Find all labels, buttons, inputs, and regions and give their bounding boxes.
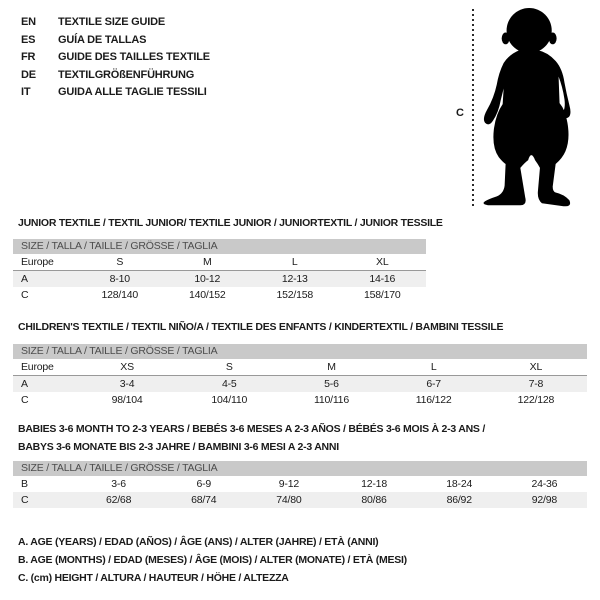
size-cell: 6-9 (196, 478, 212, 490)
size-cell: S (178, 359, 280, 376)
footnotes (18, 534, 407, 587)
table-row (13, 476, 587, 492)
footnote-line: B. AGE (MONTHS) / EDAD (MESES) / ÂGE (MOIS) / ALTER (MONATE) / ETÀ (MESI) (18, 553, 407, 566)
size-table (13, 476, 587, 508)
size-header-bar: SIZE / TALLA / TAILLE / GRÖSSE / TAGLIA (13, 344, 587, 359)
size-cell: 7-8 (485, 376, 587, 393)
footnote-line: A. AGE (YEARS) / EDAD (AÑOS) / ÂGE (ANS) / ALTER (JAHRE) / ETÀ (ANNI) (18, 536, 379, 548)
size-cell: 10-12 (164, 271, 252, 288)
table-row (13, 492, 587, 508)
size-cell: 24-36 (531, 478, 558, 490)
language-row (21, 49, 210, 67)
size-cell: 92/98 (502, 492, 587, 508)
height-measure-dotted-line (472, 9, 474, 209)
language-code: FR (21, 51, 36, 63)
row-label: B (21, 478, 28, 490)
table-row (13, 287, 426, 303)
height-measure-label: C (456, 107, 464, 119)
size-cell: 122/128 (517, 394, 555, 406)
language-code: IT (21, 86, 31, 98)
size-cell: 12-13 (251, 271, 339, 288)
toddler-silhouette-icon (478, 8, 596, 216)
language-row (21, 32, 210, 50)
size-header-bar: SIZE / TALLA / TAILLE / GRÖSSE / TAGLIA (13, 239, 426, 254)
size-cell: 14-16 (339, 271, 427, 288)
size-table (13, 254, 426, 303)
language-list (21, 14, 210, 102)
size-cell: 5-6 (280, 376, 382, 393)
size-cell: 18-24 (446, 478, 473, 490)
size-cell: XS (76, 359, 178, 376)
table-title: CHILDREN'S TEXTILE / TEXTIL NIÑO/A / TEXTILE DES ENFANTS / KINDERTEXTIL / BAMBINI TESSILE (18, 321, 504, 333)
size-cell: 74/80 (246, 492, 331, 508)
language-code: ES (21, 33, 36, 46)
size-cell: 12-18 (361, 478, 387, 490)
size-cell: M (280, 359, 382, 376)
table-title: BABYS 3-6 MONATE BIS 2-3 JAHRE / BAMBINI 3-6 MESI A 2-3 ANNI (18, 441, 339, 453)
size-cell: M (164, 254, 252, 271)
language-code: DE (21, 68, 36, 81)
size-cell: 62/68 (76, 492, 161, 508)
size-header-bar: SIZE / TALLA / TAILLE / GRÖSSE / TAGLIA (13, 461, 587, 476)
size-cell: L (251, 254, 339, 271)
size-cell: 116/122 (415, 394, 452, 406)
language-row (21, 84, 210, 102)
row-label: A (13, 271, 76, 288)
table-title: JUNIOR TEXTILE / TEXTIL JUNIOR/ TEXTILE JUNIOR / JUNIORTEXTIL / JUNIOR TESSILE (18, 217, 443, 229)
language-code: EN (21, 16, 36, 28)
size-cell: 8-10 (76, 271, 164, 288)
size-cell: 110/116 (313, 394, 349, 406)
language-label: TEXTILGRÖßENFÜHRUNG (58, 68, 195, 81)
size-cell: 80/86 (331, 492, 416, 508)
row-label: C (21, 289, 29, 301)
size-cell: 9-12 (278, 478, 299, 490)
table-title: BABIES 3-6 MONTH TO 2-3 YEARS / BEBÉS 3-6 MESES A 2-3 AÑOS / BÉBÉS 3-6 MOIS À 2-3 ANS / (18, 423, 486, 435)
size-cell: 68/74 (161, 492, 246, 508)
size-cell: 86/92 (417, 492, 502, 508)
table-row (13, 376, 587, 393)
size-cell: 104/110 (211, 394, 248, 406)
size-table (13, 359, 587, 408)
size-cell: XL (485, 359, 587, 376)
row-label: A (13, 376, 76, 393)
size-cell: 152/158 (276, 289, 314, 301)
size-cell: L (383, 359, 485, 376)
size-cell: 4-5 (178, 376, 280, 393)
row-label: C (21, 394, 29, 406)
footnote-line: C. (cm) HEIGHT / ALTURA / HAUTEUR / HÖHE / ALTEZZA (18, 571, 289, 584)
size-cell: 158/170 (363, 289, 401, 301)
size-cell: 3-4 (76, 376, 178, 393)
language-label: GUÍA DE TALLAS (58, 33, 147, 46)
table-row (13, 254, 426, 271)
size-cell: 98/104 (111, 394, 143, 406)
row-label: Europe (13, 254, 76, 271)
size-cell: 128/140 (101, 289, 139, 301)
size-cell: 3-6 (111, 478, 126, 490)
size-cell: XL (339, 254, 427, 271)
language-row (21, 14, 210, 32)
row-label: C (13, 492, 76, 508)
language-row (21, 67, 210, 85)
language-label: GUIDE DES TAILLES TEXTILE (58, 51, 210, 63)
size-cell: S (76, 254, 164, 271)
table-row (13, 359, 587, 376)
size-cell: 140/152 (188, 289, 226, 301)
size-cell: 6-7 (383, 376, 485, 393)
language-label: GUIDA ALLE TAGLIE TESSILI (58, 86, 207, 98)
row-label: Europe (13, 359, 76, 376)
table-row (13, 271, 426, 288)
language-label: TEXTILE SIZE GUIDE (58, 16, 166, 28)
table-row (13, 392, 587, 408)
